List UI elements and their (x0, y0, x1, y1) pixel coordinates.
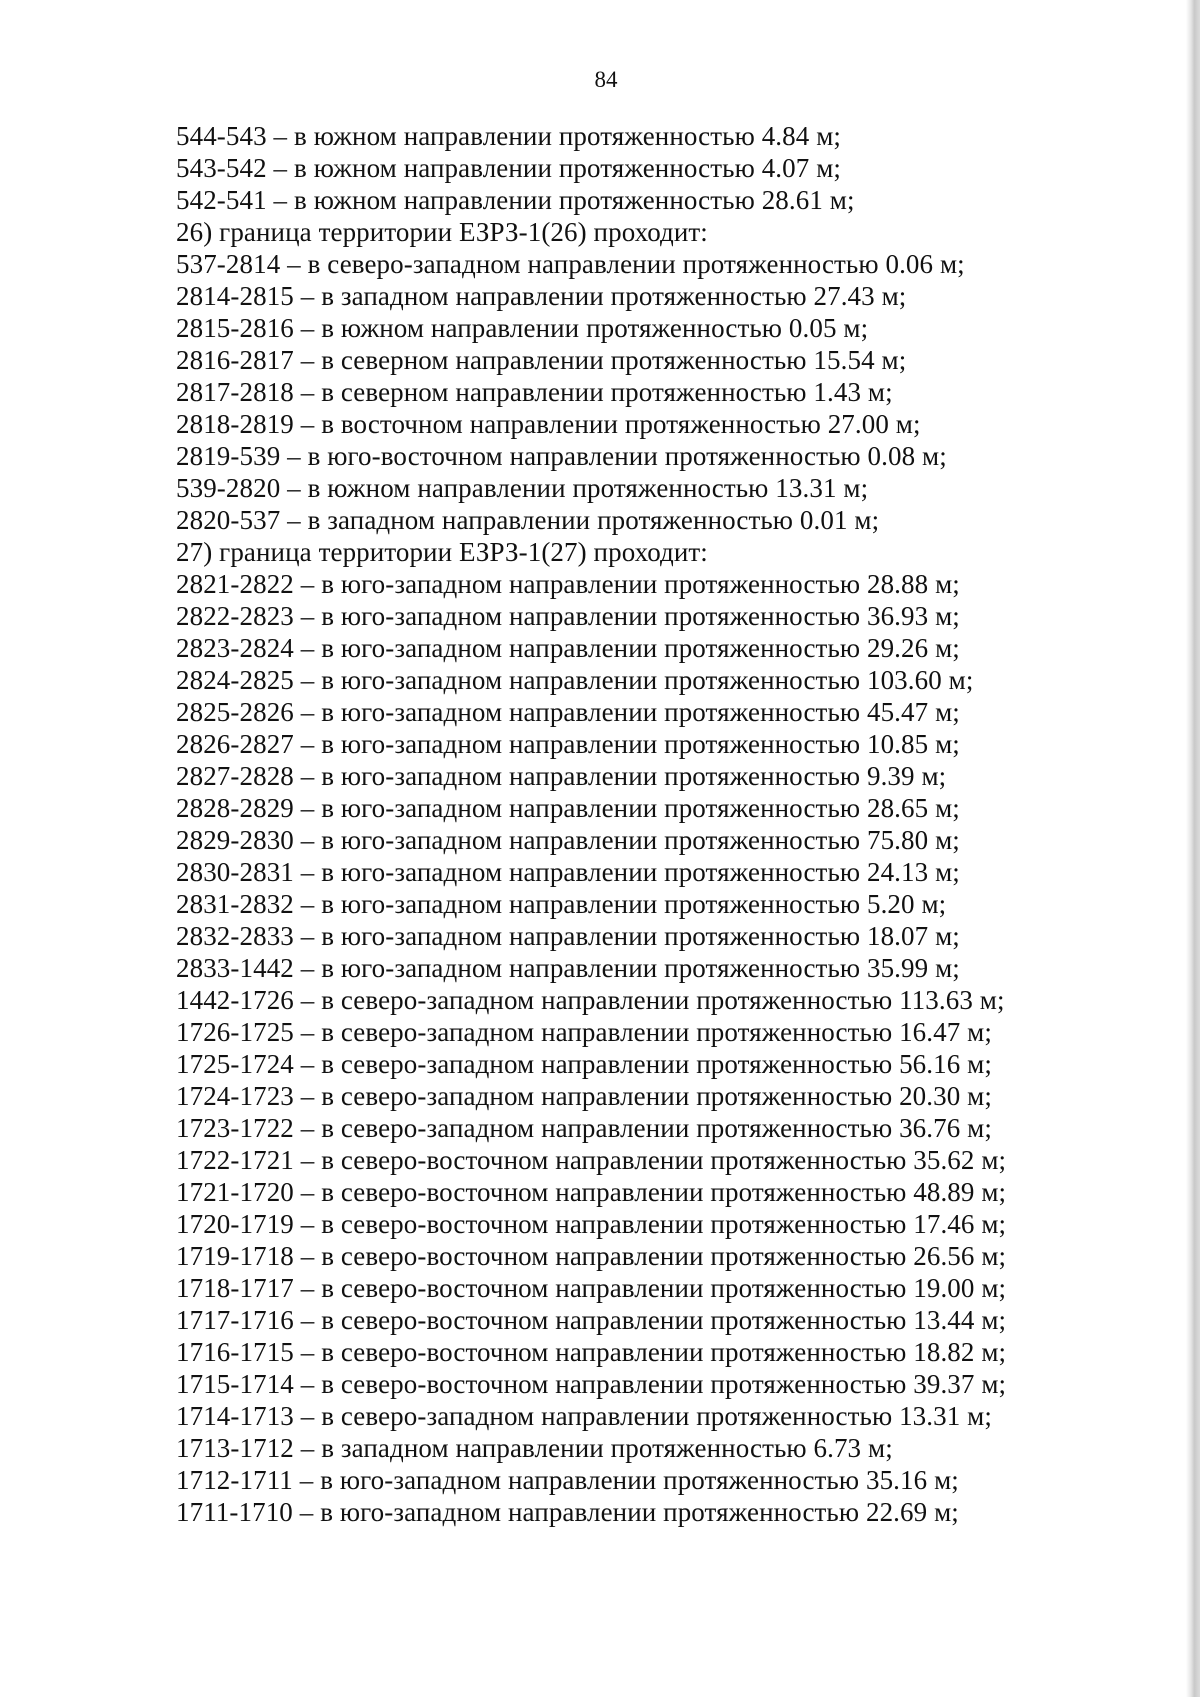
boundary-line: 1721-1720 – в северо-восточном направлении протяженностью 48.89 м; (176, 1177, 1007, 1207)
boundary-line: 1717-1716 – в северо-восточном направлении протяженностью 13.44 м; (176, 1305, 1007, 1335)
boundary-line: 1713-1712 – в западном направлении протяженностью 6.73 м; (176, 1433, 893, 1463)
boundary-line: 2818-2819 – в восточном направлении протяженностью 27.00 м; (176, 409, 921, 439)
boundary-line: 1712-1711 – в юго-западном направлении протяженностью 35.16 м; (176, 1465, 959, 1495)
boundary-line: 2822-2823 – в юго-западном направлении протяженностью 36.93 м; (176, 601, 960, 631)
boundary-line: 537-2814 – в северо-западном направлении протяженностью 0.06 м; (176, 249, 965, 279)
boundary-line: 2815-2816 – в южном направлении протяженностью 0.05 м; (176, 313, 869, 343)
boundary-line: 539-2820 – в южном направлении протяженностью 13.31 м; (176, 473, 869, 503)
boundary-line: 2828-2829 – в юго-западном направлении протяженностью 28.65 м; (176, 793, 960, 823)
boundary-line: 1724-1723 – в северо-западном направлении протяженностью 20.30 м; (176, 1081, 992, 1111)
boundary-line: 1719-1718 – в северо-восточном направлении протяженностью 26.56 м; (176, 1241, 1007, 1271)
boundary-line: 2816-2817 – в северном направлении протяженностью 15.54 м; (176, 345, 907, 375)
boundary-line: 2821-2822 – в юго-западном направлении протяженностью 28.88 м; (176, 569, 960, 599)
boundary-line: 543-542 – в южном направлении протяженностью 4.07 м; (176, 153, 841, 183)
boundary-line: 1716-1715 – в северо-восточном направлении протяженностью 18.82 м; (176, 1337, 1007, 1367)
boundary-line: 1725-1724 – в северо-западном направлении протяженностью 56.16 м; (176, 1049, 992, 1079)
boundary-line: 2833-1442 – в юго-западном направлении протяженностью 35.99 м; (176, 953, 960, 983)
boundary-line: 2817-2818 – в северном направлении протяженностью 1.43 м; (176, 377, 893, 407)
boundary-line: 1442-1726 – в северо-западном направлении протяженностью 113.63 м; (176, 985, 1005, 1015)
boundary-line: 1718-1717 – в северо-восточном направлении протяженностью 19.00 м; (176, 1273, 1007, 1303)
boundary-line: 2830-2831 – в юго-западном направлении протяженностью 24.13 м; (176, 857, 960, 887)
page-number: 84 (594, 67, 618, 92)
scan-edge-shadow (1186, 0, 1200, 1697)
boundary-line: 542-541 – в южном направлении протяженностью 28.61 м; (176, 185, 855, 215)
boundary-line: 2814-2815 – в западном направлении протяженностью 27.43 м; (176, 281, 907, 311)
boundary-line: 1711-1710 – в юго-западном направлении протяженностью 22.69 м; (176, 1497, 959, 1527)
boundary-line: 2820-537 – в западном направлении протяженностью 0.01 м; (176, 505, 880, 535)
boundary-line: 1714-1713 – в северо-западном направлении протяженностью 13.31 м; (176, 1401, 992, 1431)
boundary-line: 2823-2824 – в юго-западном направлении протяженностью 29.26 м; (176, 633, 960, 663)
boundary-line: 2826-2827 – в юго-западном направлении протяженностью 10.85 м; (176, 729, 960, 759)
boundary-line: 544-543 – в южном направлении протяженностью 4.84 м; (176, 121, 841, 151)
boundary-line: 2827-2828 – в юго-западном направлении протяженностью 9.39 м; (176, 761, 947, 791)
boundary-line: 1715-1714 – в северо-восточном направлении протяженностью 39.37 м; (176, 1369, 1007, 1399)
boundary-line: 1723-1722 – в северо-западном направлении протяженностью 36.76 м; (176, 1113, 992, 1143)
boundary-line: 2825-2826 – в юго-западном направлении протяженностью 45.47 м; (176, 697, 960, 727)
boundary-description-list (176, 120, 1156, 1528)
boundary-line: 1726-1725 – в северо-западном направлении протяженностью 16.47 м; (176, 1017, 992, 1047)
boundary-line: 2819-539 – в юго-восточном направлении протяженностью 0.08 м; (176, 441, 947, 471)
boundary-line: 27) граница территории ЕЗРЗ-1(27) проходит: (176, 537, 708, 567)
boundary-line: 2829-2830 – в юго-западном направлении протяженностью 75.80 м; (176, 825, 960, 855)
boundary-line: 26) граница территории ЕЗРЗ-1(26) проходит: (176, 217, 708, 247)
boundary-line: 1722-1721 – в северо-восточном направлении протяженностью 35.62 м; (176, 1145, 1007, 1175)
boundary-line: 2832-2833 – в юго-западном направлении протяженностью 18.07 м; (176, 921, 960, 951)
boundary-line: 2824-2825 – в юго-западном направлении протяженностью 103.60 м; (176, 665, 974, 695)
boundary-line: 2831-2832 – в юго-западном направлении протяженностью 5.20 м; (176, 889, 947, 919)
boundary-line: 1720-1719 – в северо-восточном направлении протяженностью 17.46 м; (176, 1209, 1007, 1239)
